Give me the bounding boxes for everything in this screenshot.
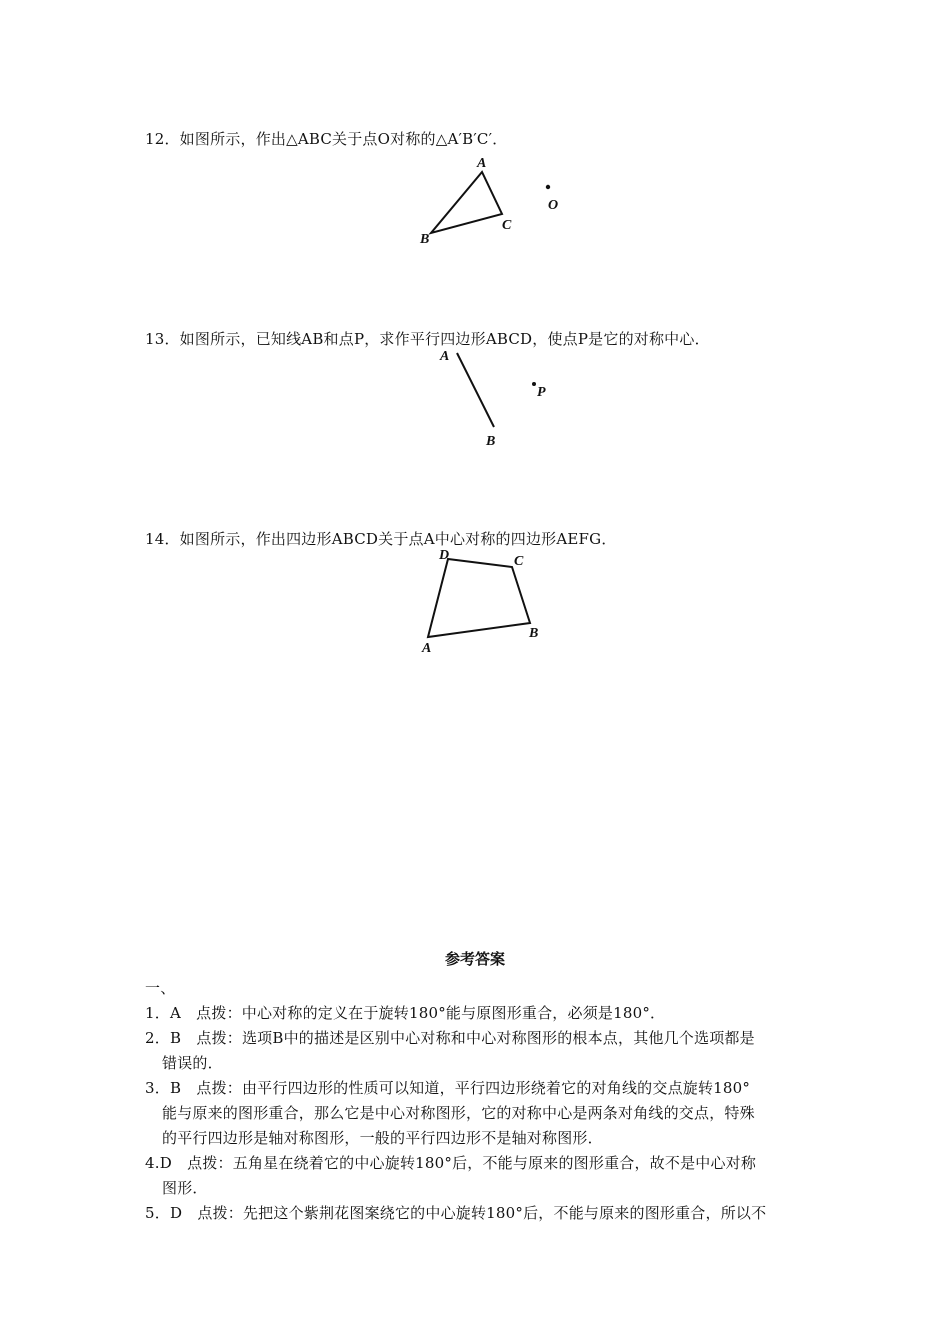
label-a: A (440, 349, 450, 364)
answer-line: 的平行四边形是轴对称图形，一般的平行四边形不是轴对称图形． (162, 1129, 603, 1147)
answer-line: 能与原来的图形重合，那么它是中心对称图形，它的对称中心是两条对角线的交点，特殊 (162, 1104, 755, 1122)
triangle-abc-figure (400, 150, 600, 250)
label-a: A (422, 641, 432, 656)
answer-line: 1．A 点拨：中心对称的定义在于旋转180°能与原图形重合，必须是180°． (145, 1004, 666, 1022)
segment-ab-figure (420, 340, 570, 455)
answer-line: 错误的． (162, 1054, 223, 1072)
label-c: C (502, 218, 512, 233)
point-o (546, 185, 550, 189)
label-a: A (477, 156, 487, 171)
segment-ab (457, 353, 494, 427)
label-d: D (439, 548, 450, 563)
label-b: B (420, 232, 430, 247)
label-o: O (548, 198, 559, 213)
point-p (532, 382, 536, 386)
label-b: B (486, 434, 496, 449)
answer-line: 3．B 点拨：由平行四边形的性质可以知道，平行四边形绕着它的对角线的交点旋转180° (145, 1079, 751, 1097)
quadrilateral-abcd (428, 559, 530, 637)
answers-title: 参考答案 (444, 950, 505, 968)
answers-section-label: 一、 (145, 979, 176, 997)
answer-line: 2．B 点拨：选项B中的描述是区别中心对称和中心对称图形的根本点，其他几个选项都是 (145, 1029, 755, 1047)
question-14-text: 14．如图所示，作出四边形ABCD关于点A中心对称的四边形AEFG． (145, 530, 617, 548)
quadrilateral-abcd-figure (410, 545, 560, 660)
answer-line: 4.D 点拨：五角星在绕着它的中心旋转180°后，不能与原来的图形重合，故不是中心对称 (145, 1154, 757, 1172)
question-13-text: 13．如图所示，已知线AB和点P，求作平行四边形ABCD，使点P是它的对称中心． (145, 330, 710, 348)
label-c: C (514, 554, 524, 569)
triangle-abc (431, 172, 502, 233)
answer-line: 图形． (162, 1179, 208, 1197)
label-p: P (537, 385, 546, 400)
question-12-text: 12．如图所示，作出△ABC关于点O对称的△A′B′C′． (145, 130, 508, 148)
label-b: B (529, 626, 539, 641)
answer-line: 5．D 点拨：先把这个紫荆花图案绕它的中心旋转180°后，不能与原来的图形重合，所以不 (145, 1204, 767, 1222)
